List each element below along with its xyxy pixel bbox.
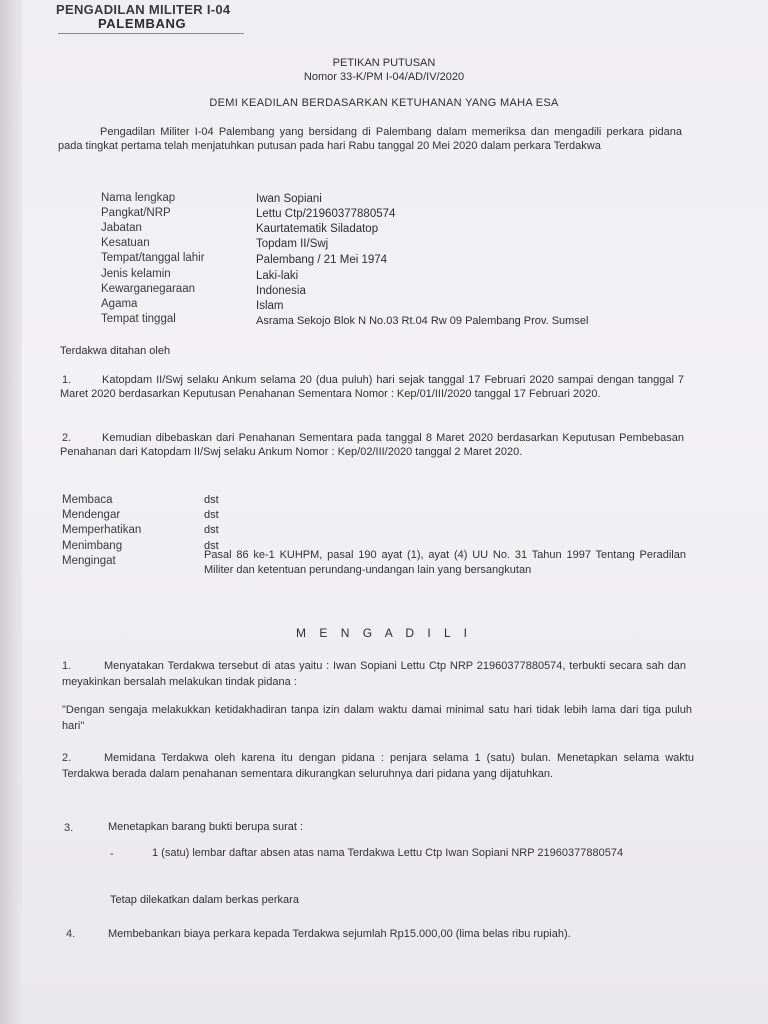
- item-number: 4.: [66, 928, 76, 940]
- consideration-label: Membaca: [62, 494, 113, 506]
- verdict-item-3: Menetapkan barang bukti berupa surat :: [108, 821, 304, 833]
- identity-value: Palembang / 21 Mei 1974: [256, 254, 388, 266]
- header-underline: [58, 33, 244, 34]
- consideration-label: Mengingat: [62, 555, 116, 567]
- court-city: PALEMBANG: [98, 16, 187, 31]
- item-number: 2.: [62, 432, 72, 444]
- identity-label: Nama lengkap: [101, 192, 176, 204]
- identity-label: Kesatuan: [101, 237, 150, 249]
- identity-value: Indonesia: [256, 285, 306, 297]
- identity-value: Laki-laki: [256, 270, 299, 282]
- identity-value: Asrama Sekojo Blok N No.03 Rt.04 Rw 09 Palembang Prov. Sumsel: [256, 315, 589, 327]
- identity-label: Pangkat/NRP: [101, 207, 171, 219]
- item-number: 3.: [64, 822, 74, 834]
- consideration-label: Memperhatikan: [62, 524, 142, 536]
- consideration-label: Menimbang: [62, 540, 123, 552]
- evidence-item: 1 (satu) lembar daftar absen atas nama Terdakwa Lettu Ctp Iwan Sopiani NRP 21960377880574: [152, 847, 624, 859]
- evidence-note: Tetap dilekatkan dalam berkas perkara: [110, 894, 299, 906]
- identity-label: Tempat tinggal: [101, 313, 176, 325]
- identity-label: Tempat/tanggal lahir: [101, 252, 205, 264]
- court-name: PENGADILAN MILITER I-04: [56, 2, 231, 17]
- decision-number: Nomor 33-K/PM I-04/AD/IV/2020: [303, 71, 465, 83]
- identity-value: Kaurtatematik Siladatop: [256, 223, 379, 235]
- consideration-value: Pasal 86 ke-1 KUHPM, pasal 190 ayat (1), ayat (4) UU No. 31 Tahun 1997 Tentang Peradilan Militer dan ketentuan perundang-undangan lain yang bersangkutan: [204, 549, 686, 576]
- item-number: 2.: [62, 752, 72, 764]
- identity-label: Jabatan: [101, 222, 142, 234]
- identity-label: Kewarganegaraan: [101, 283, 195, 295]
- identity-value: Topdam II/Swj: [256, 238, 329, 250]
- detention-paragraph: Katopdam II/Swj selaku Ankum selama 20 (dua puluh) hari sejak tanggal 17 Februari 2020 sampai dengan tanggal 7 Maret 2020 berdasarkan Keputusan Penahanan Sementara Nomor : Kep/01/III/2020 tanggal 17 Februari 2020.: [60, 374, 684, 400]
- identity-label: Agama: [101, 298, 138, 310]
- consideration-value: dst: [204, 524, 219, 536]
- scan-shadow: [0, 0, 22, 1024]
- consideration-value: dst: [204, 509, 219, 521]
- identity-value: Islam: [256, 300, 284, 312]
- verdict-heading: M E N G A D I L I: [296, 626, 472, 640]
- item-number: 1.: [62, 374, 72, 386]
- identity-label: Jenis kelamin: [101, 268, 171, 280]
- verdict-item-2: Memidana Terdakwa oleh karena itu dengan pidana : penjara selama 1 (satu) bulan. Menetapkan selama waktu Terdakwa berada dalam penahanan sementara dikurangkan seluruhnya dari pidana yang dijatuhkan.: [62, 752, 694, 780]
- identity-value: Iwan Sopiani: [256, 193, 322, 205]
- consideration-label: Mendengar: [62, 509, 121, 521]
- detention-paragraph: Kemudian dibebaskan dari Penahanan Sementara pada tanggal 8 Maret 2020 berdasarkan Keputusan Pembebasan Penahanan dari Katopdam II/Swj selaku Ankum Nomor : Kep/02/III/2020 tanggal 2 Maret 2020.: [60, 432, 684, 458]
- offense-quote: "Dengan sengaja melakukkan ketidakhadiran tanpa izin dalam waktu damai minimal satu hari tidak lebih lama dari tiga puluh hari": [62, 704, 692, 732]
- verdict-item-1: Menyatakan Terdakwa tersebut di atas yaitu : Iwan Sopiani Lettu Ctp NRP 21960377880574, terbukti secara sah dan meyakinkan bersalah melakukan tindak pidana :: [62, 660, 686, 688]
- item-number: 1.: [62, 660, 72, 672]
- identity-value: Lettu Ctp/21960377880574: [256, 208, 396, 220]
- verdict-item-4: Membebankan biaya perkara kepada Terdakwa sejumlah Rp15.000,00 (lima belas ribu rupiah).: [108, 928, 571, 940]
- consideration-value: dst: [204, 494, 219, 506]
- motto: DEMI KEADILAN BERDASARKAN KETUHANAN YANG MAHA ESA: [209, 97, 559, 109]
- intro-paragraph: Pengadilan Militer I-04 Palembang yang bersidang di Palembang dalam memeriksa dan mengadili perkara pidana pada tingkat pertama telah menjatuhkan putusan pada hari Rabu tanggal 20 Mei 2020 dalam perkara Terdakwa: [58, 126, 682, 152]
- consideration-value: dst: [204, 540, 219, 552]
- list-bullet: -: [110, 848, 114, 860]
- detention-intro: Terdakwa ditahan oleh: [60, 345, 171, 357]
- document-type: PETIKAN PUTUSAN: [332, 57, 436, 69]
